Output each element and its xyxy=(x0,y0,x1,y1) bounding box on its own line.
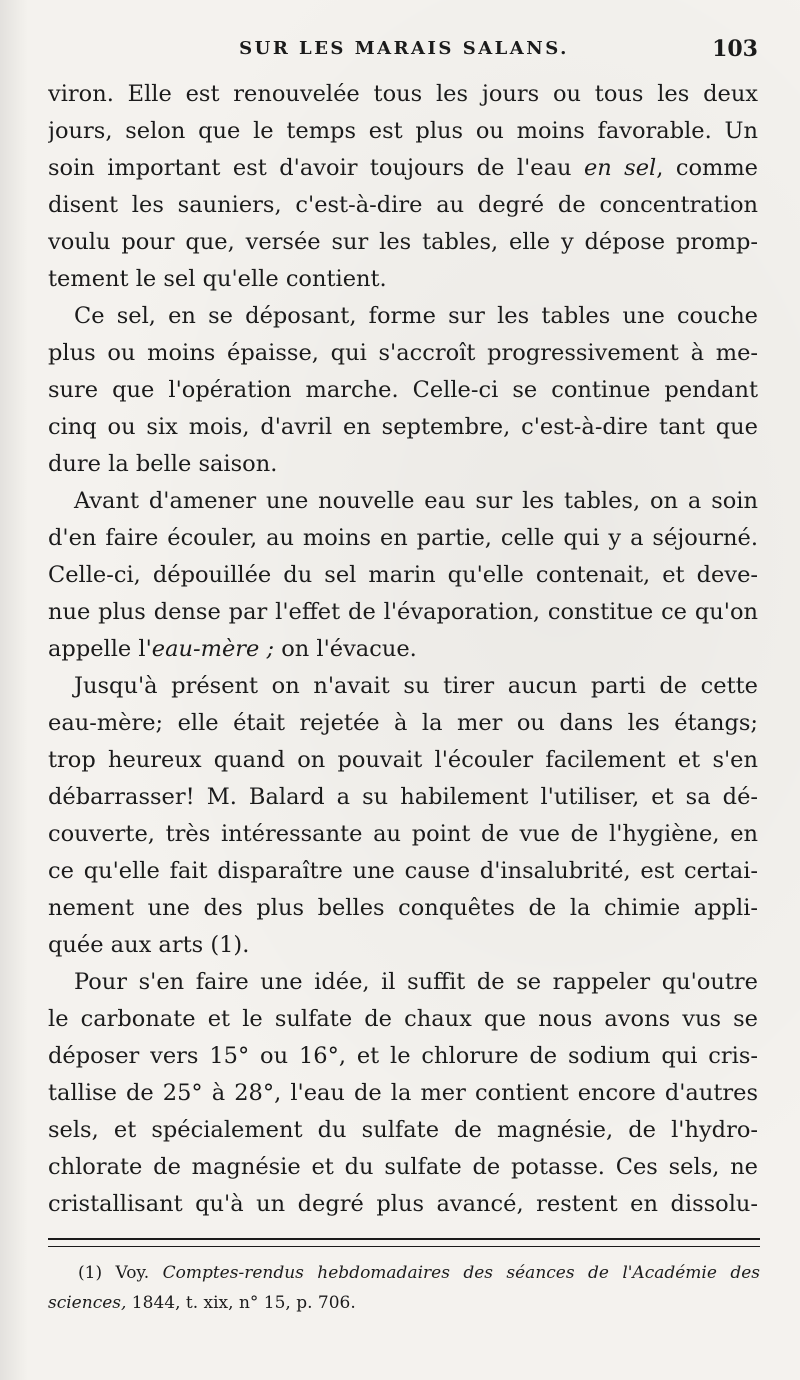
footnote-line xyxy=(48,1258,760,1288)
text-line xyxy=(48,816,758,853)
body-text xyxy=(48,76,758,1223)
text-segment: eau-mère; elle était rejetée à la mer ou dans les étangs; xyxy=(48,710,758,736)
text-segment: Jusqu'à présent on n'avait su tirer aucun parti de cette xyxy=(74,673,758,699)
text-segment: déposer vers 15° ou 16°, et le chlorure de sodium qui cris- xyxy=(48,1043,758,1069)
text-line xyxy=(48,705,758,742)
text-segment: appelle l' xyxy=(48,636,152,662)
text-segment: le carbonate et le sulfate de chaux que nous avons vus se xyxy=(48,1006,758,1032)
text-segment: sels, et spécialement du sulfate de magnésie, de l'hydro- xyxy=(48,1117,758,1143)
text-line xyxy=(48,853,758,890)
text-segment: jours, selon que le temps est plus ou moins favorable. Un xyxy=(48,118,758,144)
paragraph xyxy=(48,668,758,964)
paragraph xyxy=(48,483,758,668)
text-segment: ce qu'elle fait disparaître une cause d'insalubrité, est certai- xyxy=(48,858,758,884)
text-line xyxy=(48,187,758,224)
italic-segment: Comptes-rendus hebdomadaires des séances de l'Académie des xyxy=(162,1263,760,1283)
text-line xyxy=(48,483,758,520)
text-segment: Avant d'amener une nouvelle eau sur les tables, on a soin xyxy=(74,488,758,514)
text-line xyxy=(48,150,758,187)
text-line xyxy=(48,446,758,483)
text-line xyxy=(48,631,758,668)
text-line xyxy=(48,1001,758,1038)
text-line xyxy=(48,76,758,113)
text-segment: plus ou moins épaisse, qui s'accroît progressivement à me- xyxy=(48,340,758,366)
text-line xyxy=(48,261,758,298)
text-line xyxy=(48,742,758,779)
text-line xyxy=(48,557,758,594)
text-line xyxy=(48,779,758,816)
text-segment: cinq ou six mois, d'avril en septembre, c'est-à-dire tant que xyxy=(48,414,758,440)
text-segment: viron. Elle est renouvelée tous les jours ou tous les deux xyxy=(48,81,758,107)
paragraph xyxy=(48,76,758,298)
text-segment: Ce sel, en se déposant, forme sur les tables une couche xyxy=(74,303,758,329)
text-segment: 1844, t. xix, n° 15, p. 706. xyxy=(126,1293,356,1313)
text-segment: débarrasser! M. Balard a su habilement l'utiliser, et sa dé- xyxy=(48,784,758,810)
text-segment: nue plus dense par l'effet de l'évaporation, constitue ce qu'on xyxy=(48,599,758,625)
text-segment: nement une des plus belles conquêtes de la chimie appli- xyxy=(48,895,758,921)
text-line xyxy=(48,113,758,150)
text-line xyxy=(48,335,758,372)
text-segment: dure la belle saison. xyxy=(48,451,278,477)
text-segment: , comme xyxy=(656,155,758,181)
text-segment: d'en faire écouler, au moins en partie, celle qui y a séjourné. xyxy=(48,525,758,551)
running-head xyxy=(48,32,760,68)
text-line xyxy=(48,1112,758,1149)
paragraph xyxy=(48,298,758,483)
text-line xyxy=(48,372,758,409)
text-segment: soin important est d'avoir toujours de l'eau xyxy=(48,155,584,181)
italic-segment: en sel xyxy=(583,155,657,181)
text-segment: (1) Voy. xyxy=(78,1263,163,1283)
italic-segment: eau-mère ; xyxy=(151,636,275,662)
text-segment: cristallisant qu'à un degré plus avancé, restent en dissolu- xyxy=(48,1191,758,1217)
text-segment: quée aux arts (1). xyxy=(48,932,250,958)
italic-segment: sciences, xyxy=(48,1293,127,1313)
text-line xyxy=(48,409,758,446)
text-segment: sure que l'opération marche. Celle-ci se continue pendant xyxy=(48,377,758,403)
footnotes xyxy=(48,1258,760,1318)
text-segment: on l'évacue. xyxy=(274,636,417,662)
text-line xyxy=(48,594,758,631)
text-line xyxy=(48,298,758,335)
text-line xyxy=(48,224,758,261)
footnote-line xyxy=(48,1288,760,1318)
page-number: 103 xyxy=(712,36,758,62)
text-segment: trop heureux quand on pouvait l'écouler facilement et s'en xyxy=(48,747,758,773)
text-line xyxy=(48,1075,758,1112)
text-segment: chlorate de magnésie et du sulfate de potasse. Ces sels, ne xyxy=(48,1154,758,1180)
text-line xyxy=(48,668,758,705)
paragraph xyxy=(48,964,758,1223)
text-segment: Celle-ci, dépouillée du sel marin qu'elle contenait, et deve- xyxy=(48,562,758,588)
text-line xyxy=(48,890,758,927)
text-line xyxy=(48,927,758,964)
text-line xyxy=(48,520,758,557)
text-segment: disent les sauniers, c'est-à-dire au degré de concentration xyxy=(48,192,758,218)
running-title: SUR LES MARAIS SALANS. xyxy=(239,38,569,59)
text-line xyxy=(48,1149,758,1186)
text-segment: couverte, très intéressante au point de vue de l'hygiène, en xyxy=(48,821,758,847)
footnote-rule xyxy=(48,1238,760,1247)
text-segment: tallise de 25° à 28°, l'eau de la mer contient encore d'autres xyxy=(48,1080,758,1106)
text-line xyxy=(48,964,758,1001)
text-segment: Pour s'en faire une idée, il suffit de se rappeler qu'outre xyxy=(74,969,758,995)
text-segment: tement le sel qu'elle contient. xyxy=(48,266,387,292)
text-line xyxy=(48,1038,758,1075)
text-line xyxy=(48,1186,758,1223)
text-segment: voulu pour que, versée sur les tables, elle y dépose promp- xyxy=(48,229,758,255)
